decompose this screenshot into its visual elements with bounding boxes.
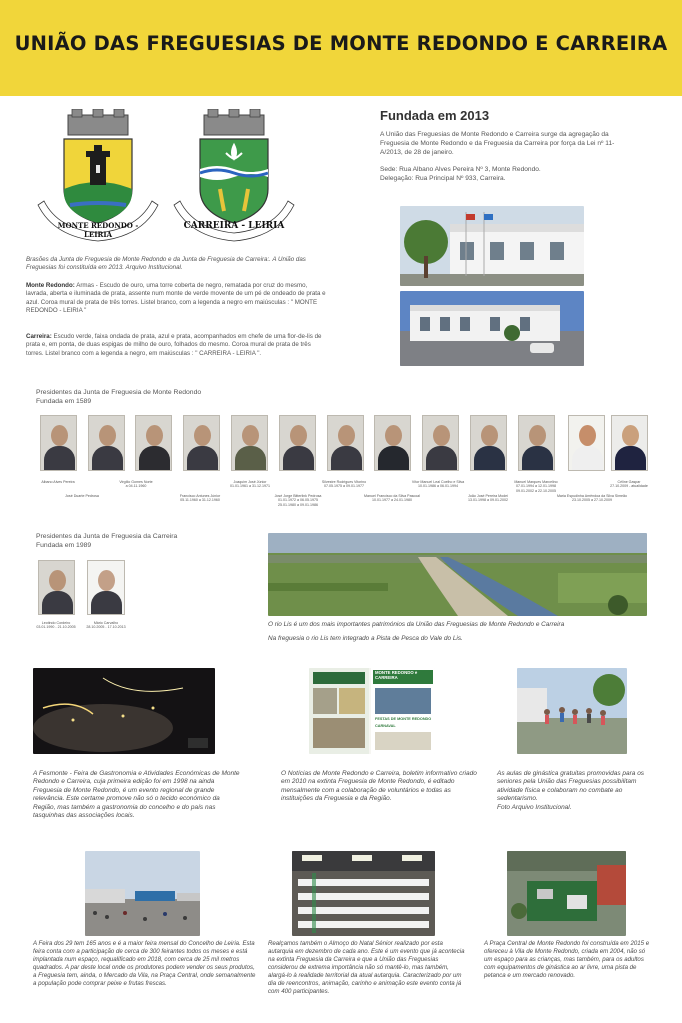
feira-caption: A Feira dos 29 tem 165 anos e é a maior feira mensal do Concelho de Leiria. Esta feira conta com a participação de cerca de 300 feirantes todos os meses e está implantada num espaço, requalificado em 2018, com cerca de 25 mil metros quadrados. A par deste local onde os produtores podem vender os seus produtos, a Freguesia tem, ainda, o Mercado da Vila, na Praça Central, onde semanalmente a população pode comprar peixe e frutas frescas. [33,940,256,987]
president-name: João José Pereira Modei 13.01.1998 a 09.01.2002 [468,494,508,503]
president-name: Vítor Manuel Leal Coelho e Silva 10.01.1986 a 06.01.1994 [411,480,465,489]
president-name: Albano Alves Pereira [41,480,75,484]
portrait-mr [40,415,77,471]
presidents-carreira-title: Presidentes da Junta de Freguesia da Carreira [36,533,178,540]
president-name: Manuel Marques Marcelino 07.01.1994 a 12.01.1998 09.01.2002 a 22.10.2005 [514,480,558,493]
president-name: José Jorge Bitterlink Pedrosa 01.01.1972 a 06.05.1975 25.01.1980 a 09.01.1986 [274,494,322,507]
president-name: Francisco Antunes Júnior 05.11.1960 a 31.12.1960 [179,494,221,503]
photo-junta-building-2 [400,291,584,366]
founded-sede: Sede: Rua Albano Alves Pereira Nº 3, Monte Redondo. [380,166,541,173]
portrait-mr [183,415,220,471]
founded-delegacao: Delegação: Rua Principal Nº 933, Carreira. [380,175,506,182]
founded-text: A União das Freguesias de Monte Redondo e Carreira surge da agregação da Freguesia de Monte Redondo e da Freguesia da Carreira por força da Lei nº 11-A/2013, de 28 de janeiro. [380,131,615,156]
portrait-mr [568,415,605,471]
president-name: José Duarte Pedrosa [65,494,99,498]
river-caption-2: Na freguesia o rio Lis tem integrado a Pista de Pesca do Vale do Lis. [268,635,463,642]
portrait-mr [88,415,125,471]
carreira-description [26,333,326,358]
president-name: Leotindo Cordeiro 03.01.1990 - 21.10.2005 [36,621,76,630]
photo-ginastica [517,668,627,754]
newsletter-headline: FESTAS DE MONTE REDONDO [375,717,432,721]
portrait-mr [135,415,172,471]
founded-title: Fundada em 2013 [380,108,490,123]
carreira-text: Escudo verde, faixa ondada de prata, azul e prata, acompanhados em chefe de uma flor-de-lis de prata e, em ponta, de duas espigas de milho de ouro, folhados do mesmo. Coroa mural de prata de três torres. Listel branco com a legenda a negro, em maiúsculas : " CARREIRA - LEIRIA ". [26,333,322,357]
newsletter-sub: CARNAVAL [375,724,396,728]
portrait-mr [611,415,648,471]
crests-intro-caption: Brasões da Junta de Freguesia de Monte Redondo e da Junta de Freguesia de Carreira:. A União das Freguesias foi constituída em 2013. Arquivo Institucional. [26,256,306,272]
photo-newsletter [309,668,435,754]
president-name: Manuel Francisco da Silva Pascoal 10.01.1977 a 24.01.1980 [364,494,420,503]
portrait-mr [374,415,411,471]
presidents-mr-title: Presidentes da Junta de Freguesia de Monte Redondo [36,389,202,396]
president-name: Maria Espudinha Amêndoa da Silva Simeão 23.10.2005 a 27.10.2009 [556,494,628,503]
portrait-mr [231,415,268,471]
portrait-mr [279,415,316,471]
portrait-mr [518,415,555,471]
page-title: UNIÃO DAS FREGUESIAS DE MONTE REDONDO E CARREIRA [14,32,668,55]
ginastica-caption: As aulas de ginástica gratuitas promovidas para os seniores pela União das Freguesias possibilitam atividade física e colaboram no combate ao sedentarismo. Foto Arquivo Institucional. [497,770,645,811]
almoco-caption: Realçamos também o Almoço do Natal Sénior realizado por esta autarquia em dezembro de cada ano. Este é um evento que já acontecia na extinta Freguesia da Carreira e que a União das Freguesias considerou de extrema importância não só mantê-lo, mas também, alargá-lo à realidade territorial da atual autarquia. Caracterizado por um dia de reencontros, animação, carinho e animação este evento conta já com 400 participantes. [268,940,465,995]
portrait-carreira [38,560,75,615]
photo-praca-central [507,851,626,936]
photo-junta-building-1 [400,206,584,286]
portrait-mr [470,415,507,471]
president-name: Céline Gaspar 27.10.2009 - atualidade [610,480,648,489]
photo-feira-29 [85,851,200,936]
crest-monte-redondo [34,109,162,245]
monte-redondo-heading: Monte Redondo: [26,282,75,289]
portrait-carreira [87,560,125,615]
crest-label-monte-redondo: MONTE REDONDO - LEIRIA [57,221,139,239]
presidents-carreira-subtitle: Fundada em 1989 [36,542,92,549]
crest-label-carreira: CARREIRA - LEIRIA [183,221,285,231]
river-caption-1: O rio Lis é um dos mais importantes patrimónios da União das Freguesias de Monte Redondo e Carreira [268,621,565,628]
monte-redondo-description [26,282,326,315]
monte-redondo-text: Armas - Escudo de ouro, uma torre coberta de negro, rematada por cruz do mesmo, lavrada, aberta e iluminada de prata, assente num monte de verde movente de um pé de ondeado de prata e azul. Coroa mural de prata de três torres. Listel branco, com a legenda a negro em maiúsculas : " MONTE REDONDO - LEIRIA " [26,282,326,315]
photo-almoco-natal [292,851,435,936]
title-banner [0,0,682,96]
fesmonte-caption: A Fesmonte - Feira de Gastronomia e Atividades Económicas de Monte Redondo e Carreira, cuja primeira edição foi em 1998 na ainda Freguesia de Monte Redondo, é um evento regional de grande relevância. Este certame promove não só o tecido económico da Região, mas também a gastronomia do concelho e do país nas tasquinhas das associações locais. [33,770,240,820]
president-name: Virgílio Gomes Norte a 04.11.1960 [119,480,153,489]
president-name: Mário Carvalho 28.10.2005 - 17.10.2013 [86,621,126,630]
newsletter-title: MONTE REDONDO e CARREIRA [373,670,433,684]
crest-carreira [170,109,298,245]
noticias-caption: O Notícias de Monte Redondo e Carreira, boletim informativo criado em 2010 na extinta Freguesia de Monte Redondo, é editado mensalmente com a colaboração de voluntários e todas as instituições da Freguesia e da Região. [281,770,477,803]
praca-caption: A Praça Central de Monte Redondo foi construída em 2015 e ofereceu à Vila de Monte Redondo, criada em 2004, não só um espaço para as crianças, mas também, para os adultos com equipamentos de ginástica ao ar livre, uma pista de petanca e um mercado renovado. [484,940,650,979]
portrait-mr [422,415,459,471]
presidents-mr-subtitle: Fundada em 1589 [36,398,92,405]
photo-rio-lis [268,533,647,616]
portrait-mr [327,415,364,471]
carreira-heading: Carreira: [26,333,52,340]
photo-fesmonte [33,668,215,754]
president-name: Silvestre Rodrigues Vitorino 07.05.1975 a 09.01.1977 [321,480,367,489]
president-name: Joaquim José Júnior 01.01.1961 a 31.12.1971 [230,480,270,489]
